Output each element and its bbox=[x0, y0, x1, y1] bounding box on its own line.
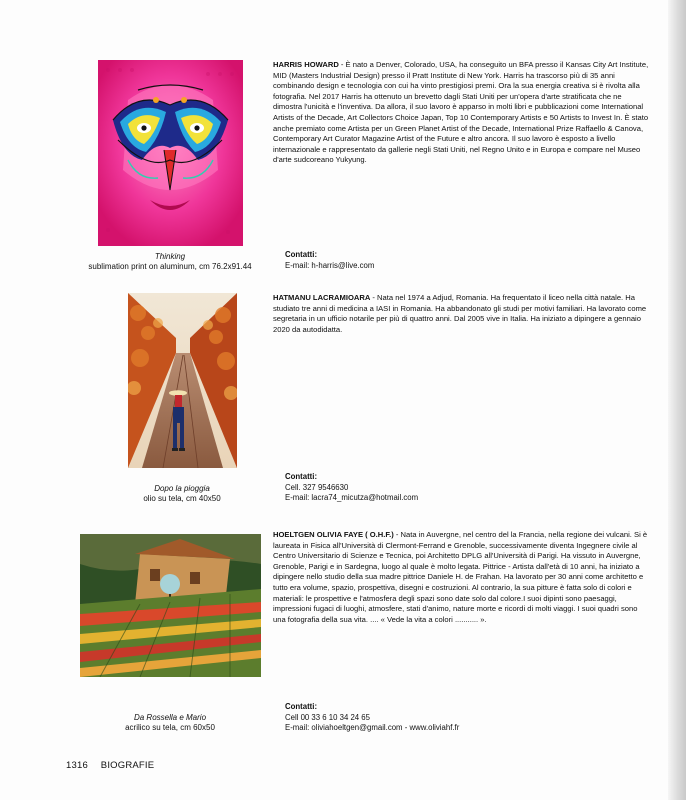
artist-biography bbox=[273, 530, 650, 625]
artist-name: HARRIS HOWARD bbox=[273, 60, 339, 69]
artist-biography bbox=[273, 60, 650, 166]
contact-label: Contatti: bbox=[285, 702, 318, 711]
contact-email-website[interactable]: E-mail: oliviahoeltgen@gmail.com - www.oliviahf.fr bbox=[285, 723, 460, 732]
biography-text: - Nata in Auvergne, nel centro del la Francia, nella regione dei vulcani. Si è laureata in Fisica all'Università di Clermont-Ferrand e Grenoble, successivamente diventa Ingegnere civile al Centro Universitario di Scienze e Tecnica, poi Architetto DPLG all'Università di Parigi. Ha vissuto in Auvergne, Grenoble, Parigi e in Sardegna, luogo al quale è molto legata. Pittrice - Artista dall'età di 10 anni, ha iniziato a dipingere nello studio della sua madre pittrice Daniele H. de Frahan. Ha lavorato per 30 anni come architetto e tutto era volume, spazio, prospettiva, disegni e costruzioni. Al contrario, la sua pitture è fatta solo di colori e materiali: le prospettive e l'atmosfera degli spazi sono date solo dal colore.I suoi dipinti sono paesaggi, impressioni fugaci di luoghi, atmosfere, stati d'animo, nature morte e ricordi di molti viaggi. I suoi quadri sono una fotografia della sua vita. .... « Vede la vita a colori ........... ». bbox=[273, 530, 648, 624]
artist-name: HOELTGEN OLIVIA FAYE ( O.H.F.) bbox=[273, 530, 394, 539]
artwork-caption bbox=[60, 713, 280, 733]
contact-email[interactable]: E-mail: lacra74_micutza@hotmail.com bbox=[285, 493, 419, 502]
section-name: BIOGRAFIE bbox=[100, 760, 155, 771]
contact-email[interactable]: E-mail: h-harris@live.com bbox=[285, 260, 375, 270]
contact-label: Contatti: bbox=[285, 250, 318, 259]
artist-contact bbox=[285, 472, 645, 504]
artwork-thinking bbox=[98, 60, 243, 246]
artwork-title: Thinking bbox=[154, 252, 186, 261]
artist-contact bbox=[285, 702, 645, 734]
artwork-da-rossella-e-mario bbox=[80, 534, 261, 677]
contact-label: Contatti: bbox=[285, 472, 318, 481]
artwork-title: Da Rossella e Mario bbox=[133, 713, 207, 722]
page-binding-edge bbox=[668, 0, 686, 800]
biography-text: - È nato a Denver, Colorado, USA, ha conseguito un BFA presso il Kansas City Art Institute, MID (Masters Industrial Design) presso il Pratt Institute di New York. Harris ha trascorso più di 35 anni combinando design e tecnologia con cui ha vinto prestigiosi premi. Ora la sua energia creativa si è rivolta alla fotografia. Nel 2017 Harris ha ottenuto un brevetto dagli Stati Uniti per un'opera d'arte stratificata che ne dimostra l'unicità e l'inventiva. Da allora, il suo lavoro è apparso in molti libri e pubblicazioni come International Artists of the Decade, Art Collectors Choice Japan, Top 10 Contemporary Artists e 50 Artists to Invest In. È stato anche premiato come Artista per un Green Planet Artist of the Decade, International Prize Raffaello & Canova, Contemporary Art Curator Magazine Artist of the Future e altro ancora. Il suo lavoro è esposto a livello internazionale e rappresentato da gallerie negli Stati Uniti, nel Regno Unito e in Europa e compare nel Museo d'arte sudcoreano Yukyung. bbox=[273, 60, 649, 165]
artist-contact bbox=[285, 250, 645, 271]
artwork-technique: sublimation print on aluminum, cm 76.2x91.44 bbox=[88, 262, 252, 271]
page-footer bbox=[66, 760, 164, 771]
artwork-technique: acrilico su tela, cm 60x50 bbox=[125, 723, 215, 732]
contact-phone[interactable]: Cell 00 33 6 10 34 24 65 bbox=[285, 712, 370, 722]
artwork-caption bbox=[72, 484, 292, 504]
artwork-dopo-la-pioggia bbox=[128, 293, 237, 468]
page-number: 1316 bbox=[66, 760, 88, 771]
artist-name: HATMANU LACRAMIOARA bbox=[273, 293, 371, 302]
artwork-caption bbox=[60, 252, 280, 272]
artwork-technique: olio su tela, cm 40x50 bbox=[143, 494, 221, 503]
biography-text: - Nata nel 1974 a Adjud, Romania. Ha frequentato il liceo nella città natale. Ha studiato tre anni di medicina a IASI in Romania. Ha abbandonato gli studi per motivi familiari. Ha lavorato come segretaria in un ufficio notarile per più di quattro anni. Dal 2005 vive in Italia. Ha iniziato a dipingere a gennaio 2020 da autodidatta. bbox=[273, 293, 647, 334]
artwork-title: Dopo la pioggia bbox=[154, 484, 210, 493]
artist-biography bbox=[273, 293, 650, 335]
contact-phone[interactable]: Cell. 327 9546630 bbox=[285, 482, 349, 492]
